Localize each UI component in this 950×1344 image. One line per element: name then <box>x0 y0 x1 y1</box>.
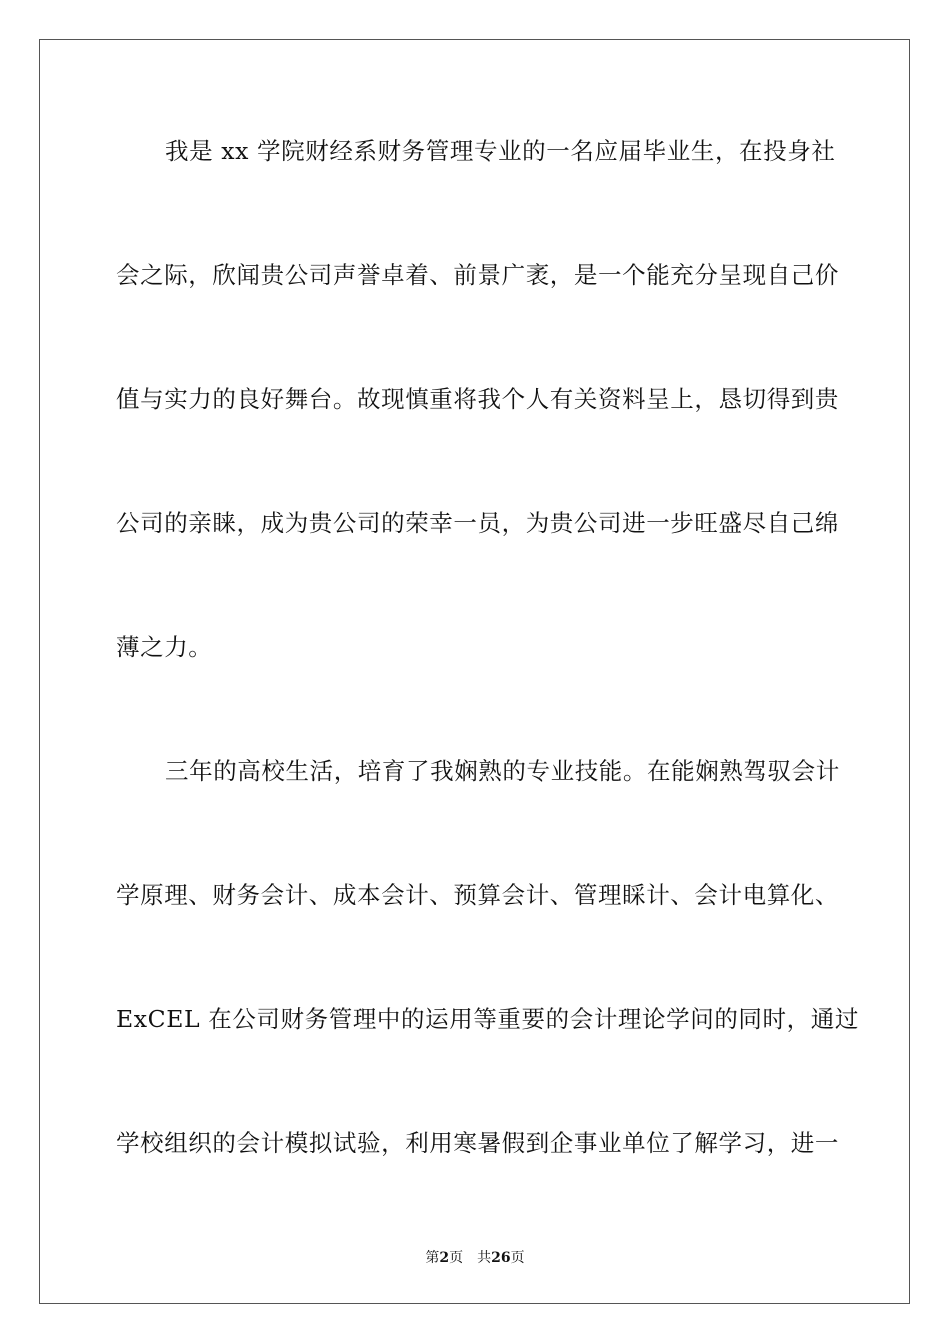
paragraph-line: 三年的高校生活，培育了我娴熟的专业技能。在能娴熟驾驭会计 <box>165 757 840 785</box>
paragraph-line: 薄之力。 <box>116 633 213 661</box>
paragraph-line: 公司的亲睐，成为贵公司的荣幸一员，为贵公司进一步旺盛尽自己绵 <box>116 509 839 537</box>
total-pages-label: 共26页 <box>477 1250 525 1266</box>
paragraph-line: 学校组织的会计模拟试验，利用寒暑假到企事业单位了解学习，进一 <box>116 1129 839 1157</box>
paragraph-line: 我是 xx 学院财经系财务管理专业的一名应届毕业生，在投身社 <box>165 137 836 165</box>
paragraph-line: 会之际，欣闻贵公司声誉卓着、前景广袤，是一个能充分呈现自己价 <box>116 261 839 289</box>
page-border <box>39 39 910 1304</box>
paragraph-line: 学原理、财务会计、成本会计、预算会计、管理睬计、会计电算化、 <box>116 881 839 909</box>
paragraph-line: 值与实力的良好舞台。故现慎重将我个人有关资料呈上，恳切得到贵 <box>116 385 839 413</box>
page-label: 第2页 <box>425 1250 464 1266</box>
paragraph-line: ExCEL 在公司财务管理中的运用等重要的会计理论学问的同时，通过 <box>116 1005 859 1033</box>
page-footer <box>0 1249 950 1267</box>
